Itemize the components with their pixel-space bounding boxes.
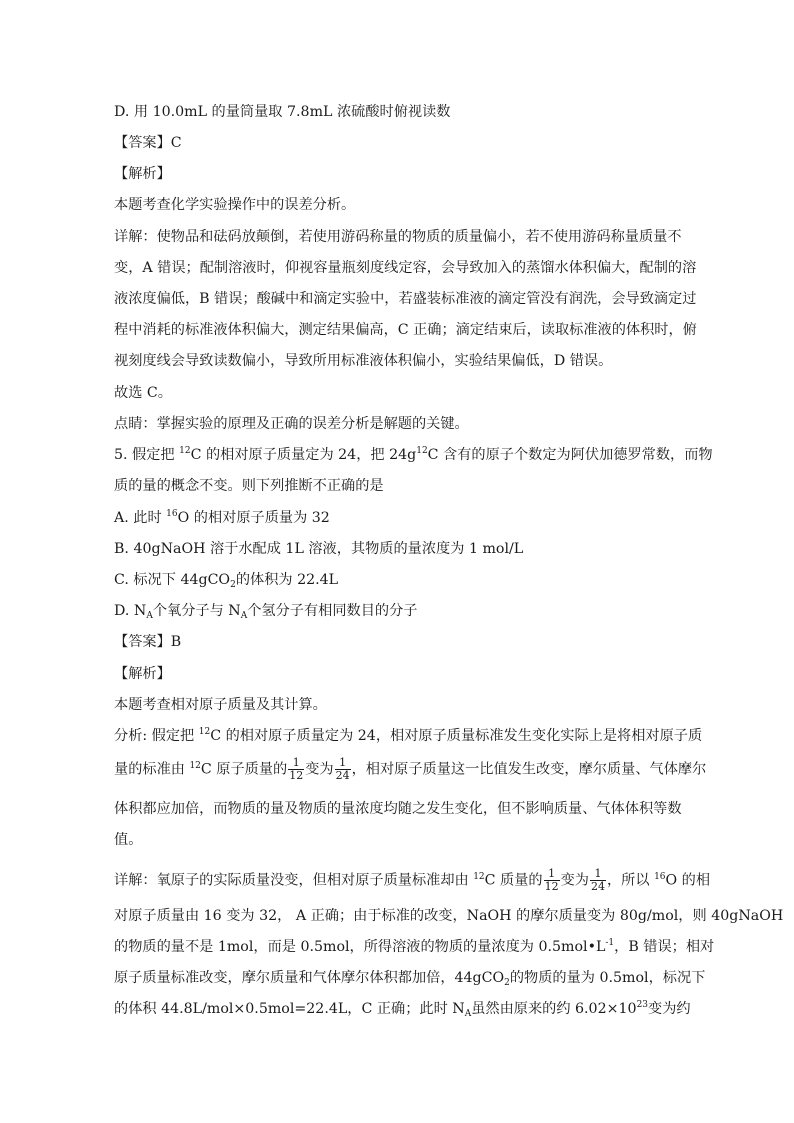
text-run: 的物质的量不是 1mol，而是 0.5mol，所得溶液的物质的量浓度为 0.5mol•L xyxy=(114,939,606,955)
text-run: 虽然由原来的约 6.02×10 xyxy=(471,1001,637,1017)
superscript: 16 xyxy=(654,871,666,882)
text-run: 的体积 44.8L/mol×0.5mol=22.4L，C 正确；此时 N xyxy=(114,1001,465,1017)
text-run: 原子质量标准改变，摩尔质量和气体摩尔体积都加倍，44gCO xyxy=(114,970,505,986)
text-run: ，B 错误；相对 xyxy=(614,939,715,955)
analysis-summary-q4: 本题考查化学实验操作中的误差分析。 xyxy=(114,197,356,213)
text-run: C 的相对原子质量定为 24，相对原子质量标准发生变化实际上是将相对原子质 xyxy=(210,728,703,744)
option-a-q5 xyxy=(114,508,330,530)
fraction xyxy=(288,757,304,782)
question-5-stem xyxy=(114,445,713,467)
text-run: 的物质的量为 0.5mol，标况下 xyxy=(509,970,706,986)
subscript: 2 xyxy=(504,978,510,988)
detail-line: 详解：使物品和砝码放颠倒，若使用游码称量的物质的质量偏小，若不使用游码称量质量不 xyxy=(114,229,682,245)
fraction-numerator: 1 xyxy=(544,868,560,881)
superscript: -1 xyxy=(605,938,615,948)
fraction-denominator: 12 xyxy=(289,769,304,782)
text-run: 的体积为 22.4L xyxy=(235,572,339,588)
text-run: 详解：氧原子的实际质量没变，但相对原子质量标准却由 xyxy=(114,872,474,889)
text-run: C 质量的 xyxy=(484,872,543,889)
analysis-heading-q4: 【解析】 xyxy=(114,166,171,182)
option-b-q5: B. 40gNaOH 溶于水配成 1L 溶液，其物质的量浓度为 1 mol/L xyxy=(114,541,524,557)
analysis-line: 体积都应加倍，而物质的量及物质的量浓度均随之发生变化，但不影响质量、气体体积等数 xyxy=(114,801,682,817)
fraction-numerator: 1 xyxy=(590,868,606,881)
fraction xyxy=(544,868,560,893)
analysis-heading-q5: 【解析】 xyxy=(114,666,171,682)
detail-line: 液浓度偏低，B 错误；酸碱中和滴定实验中，若盛装标准液的滴定管没有润洗，会导致滴定过 xyxy=(114,291,697,307)
text-run: C 的相对原子质量定为 24，把 24g xyxy=(190,447,417,463)
text-run: ，相对原子质量这一比值发生改变，摩尔质量、气体摩尔 xyxy=(351,761,707,778)
detail-line xyxy=(114,968,705,990)
text-run: A. 此时 xyxy=(114,510,167,526)
detail-line: 程中消耗的标准液体积偏大，测定结果偏高，C 正确；滴定结束后，读取标准液的体积时，俯 xyxy=(114,322,697,338)
subscript: A xyxy=(464,1009,472,1019)
superscript: 12 xyxy=(189,760,201,771)
fraction xyxy=(590,868,606,893)
superscript: 12 xyxy=(198,727,211,737)
analysis-line xyxy=(114,726,702,748)
text-run: C. 标况下 44gCO xyxy=(114,572,231,588)
text-run: ，所以 xyxy=(606,872,655,889)
detail-line xyxy=(114,937,714,959)
text-run: 量的标准由 xyxy=(114,761,190,778)
fraction xyxy=(335,757,351,782)
text-run: 个氢分子有相同数目的分子 xyxy=(247,603,418,619)
superscript: 12 xyxy=(416,446,428,456)
text-run: O 的相 xyxy=(665,872,711,889)
text-run: 变为 xyxy=(560,872,589,889)
superscript: 12 xyxy=(179,446,191,456)
text-run: C 原子质量的 xyxy=(200,761,288,778)
fraction-numerator: 1 xyxy=(288,757,304,770)
detail-line: 对原子质量由 16 变为 32， A 正确；由于标准的改变，NaOH 的摩尔质量变为 80g/mol，则 40gNaOH xyxy=(114,908,784,924)
text-run: 变为约 xyxy=(648,1001,691,1017)
subscript: A xyxy=(146,611,153,621)
superscript: 12 xyxy=(473,871,485,882)
conclusion-q4: 故选 C。 xyxy=(114,385,172,401)
key-point-q4: 点睛：掌握实验的原理及正确的误差分析是解题的关键。 xyxy=(114,416,469,432)
answer-label-q5: 【答案】B xyxy=(114,634,182,650)
analysis-summary-q5: 本题考查相对原子质量及其计算。 xyxy=(114,697,327,713)
text-run: 变为 xyxy=(305,761,334,778)
fraction-denominator: 12 xyxy=(544,880,559,893)
text-run: D. N xyxy=(114,603,147,619)
superscript: 23 xyxy=(636,1000,649,1010)
text-run: 分析: 假定把 xyxy=(114,728,199,744)
subscript: 2 xyxy=(230,580,236,590)
text-run: 5. 假定把 xyxy=(114,447,180,463)
option-c-q5 xyxy=(114,570,338,592)
detail-line xyxy=(114,868,710,893)
detail-line: 视刻度线会导致读数偏小，导致所用标准液体积偏小，实验结果偏低，D 错误。 xyxy=(114,353,613,369)
answer-label-q4: 【答案】C xyxy=(114,135,182,151)
detail-line xyxy=(114,999,691,1021)
fraction-denominator: 24 xyxy=(590,880,605,893)
analysis-line: 值。 xyxy=(114,832,143,848)
option-d-q5 xyxy=(114,601,417,623)
fraction-denominator: 24 xyxy=(335,769,350,782)
question-5-stem-cont: 质的量的概念不变。则下列推断不正确的是 xyxy=(114,478,384,494)
fraction-numerator: 1 xyxy=(335,757,351,770)
analysis-line xyxy=(114,757,706,782)
text-run: 个氧分子与 N xyxy=(152,603,241,619)
detail-line: 变，A 错误；配制溶液时，仰视容量瓶刻度线定容，会导致加入的蒸馏水体积偏大，配制的溶 xyxy=(114,260,697,276)
subscript: A xyxy=(240,611,248,621)
text-run: C 含有的原子个数定为阿伏加德罗常数，而物 xyxy=(427,447,713,463)
superscript: 16 xyxy=(166,509,178,519)
option-d-q4: D. 用 10.0mL 的量筒量取 7.8mL 浓硫酸时俯视读数 xyxy=(114,104,451,120)
text-run: O 的相对原子质量为 32 xyxy=(177,510,330,526)
